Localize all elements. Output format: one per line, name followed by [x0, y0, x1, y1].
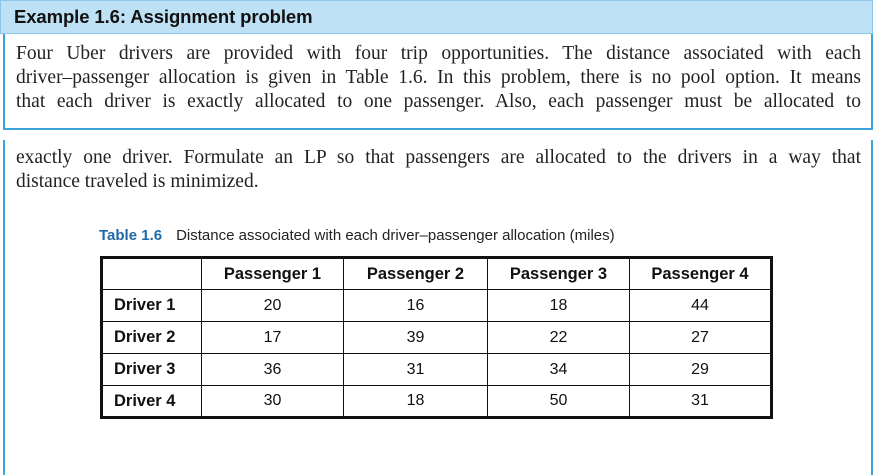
table-caption — [99, 227, 615, 244]
table-cell: 31 — [630, 386, 772, 418]
corner-cell — [102, 258, 202, 290]
table-cell: 30 — [202, 386, 344, 418]
table-cell: 39 — [344, 322, 488, 354]
paragraph-line: driver–passenger allocation is given in Table 1.6. In this problem, there is no pool option. It means — [16, 67, 861, 88]
paragraph-line: Four Uber drivers are provided with four trip opportunities. The distance associated with each — [16, 43, 861, 64]
column-header: Passenger 4 — [630, 258, 772, 290]
table-cell: 34 — [488, 354, 630, 386]
table-row — [102, 354, 772, 386]
row-header: Driver 4 — [102, 386, 202, 418]
row-header: Driver 2 — [102, 322, 202, 354]
paragraph-line: exactly one driver. Formulate an LP so that passengers are allocated to the drivers in a way that — [16, 147, 861, 168]
column-header: Passenger 3 — [488, 258, 630, 290]
problem-statement-top — [16, 42, 861, 114]
distance-table — [100, 256, 773, 419]
table-header-row — [102, 258, 772, 290]
problem-statement-bottom — [16, 146, 861, 194]
row-header: Driver 3 — [102, 354, 202, 386]
table-cell: 27 — [630, 322, 772, 354]
table-cell: 31 — [344, 354, 488, 386]
table-cell: 22 — [488, 322, 630, 354]
column-header: Passenger 2 — [344, 258, 488, 290]
row-header: Driver 1 — [102, 290, 202, 322]
column-header: Passenger 1 — [202, 258, 344, 290]
table-cell: 17 — [202, 322, 344, 354]
table-cell: 36 — [202, 354, 344, 386]
table-cell: 18 — [488, 290, 630, 322]
table-cell: 20 — [202, 290, 344, 322]
table-cell: 44 — [630, 290, 772, 322]
table-cell: 50 — [488, 386, 630, 418]
paragraph-line: that each driver is exactly allocated to one passenger. Also, each passenger must be allocated to — [16, 91, 861, 112]
table-row — [102, 386, 772, 418]
paragraph-line: distance traveled is minimized. — [16, 171, 259, 192]
table-caption-text: Distance associated with each driver–passenger allocation (miles) — [176, 227, 615, 244]
table-cell: 29 — [630, 354, 772, 386]
table-cell: 16 — [344, 290, 488, 322]
table-label: Table 1.6 — [99, 227, 163, 244]
table-row — [102, 290, 772, 322]
example-box-top — [3, 34, 873, 130]
table-cell: 18 — [344, 386, 488, 418]
example-title: Example 1.6: Assignment problem — [14, 6, 313, 27]
example-header — [0, 0, 873, 34]
table-row — [102, 322, 772, 354]
